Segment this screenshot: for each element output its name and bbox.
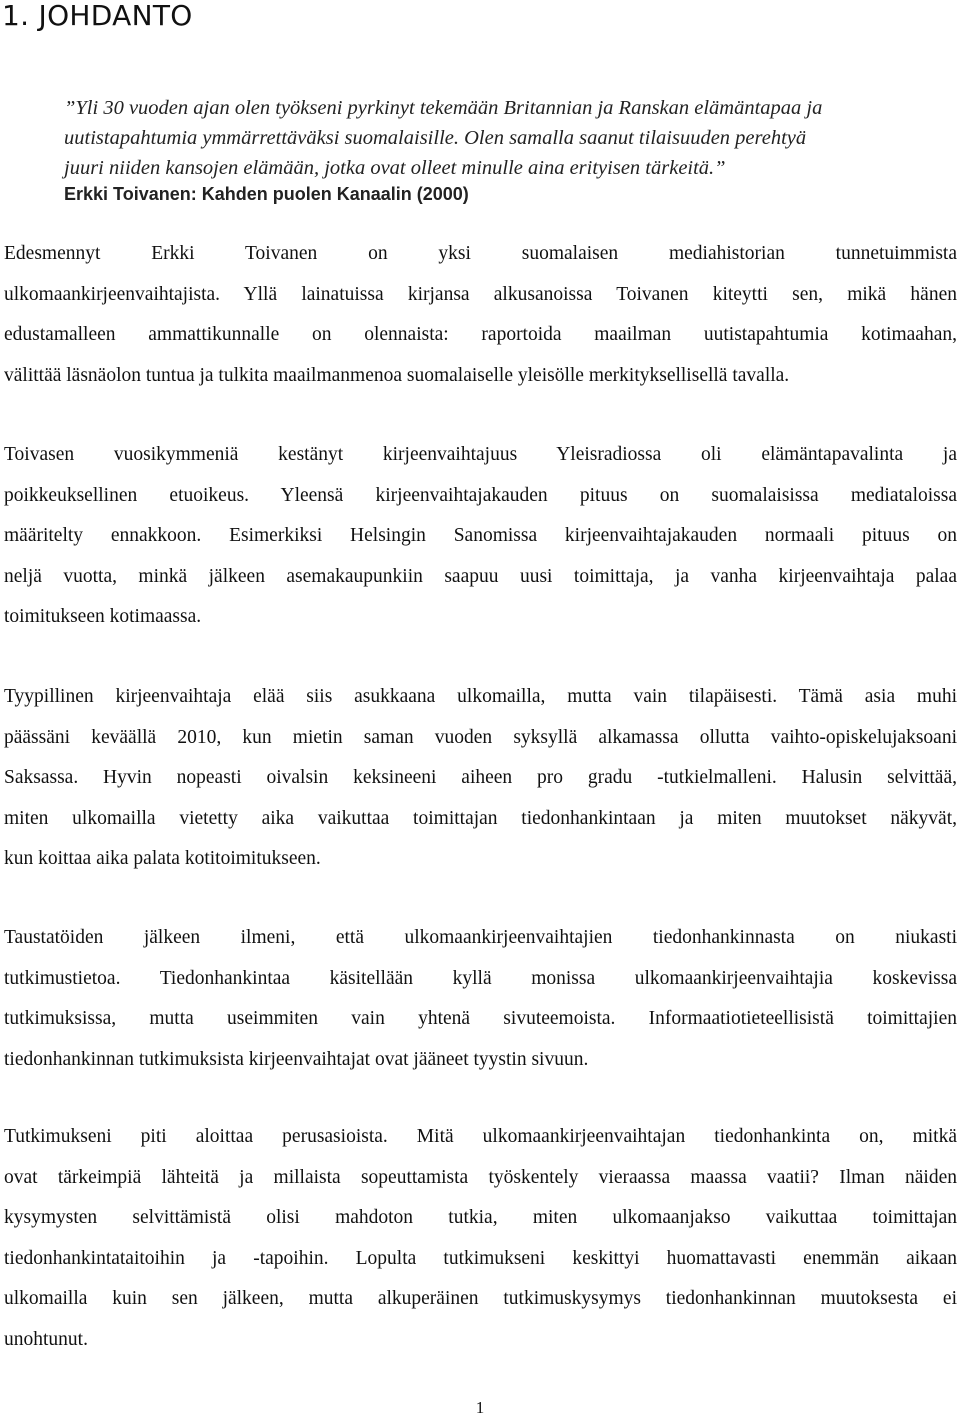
paragraph-line: miten ulkomailla vietetty aika vaikuttaa toimittajan tiedonhankintaan ja miten muutokset näkyvät, [4, 807, 957, 829]
quote-line: uutistapahtumia ymmärrettäväksi suomalaisille. Olen samalla saanut tilaisuuden perehtyä [64, 127, 807, 149]
paragraph-line: ulkomaankirjeenvaihtajista. Yllä lainatuissa kirjansa alkusanoissa Toivanen kiteytti sen, mikä hänen [4, 283, 957, 305]
chapter-heading: 1. JOHDANTO [2, 0, 193, 32]
paragraph-line: määritelty ennakkoon. Esimerkiksi Helsingin Sanomissa kirjeenvaihtajakauden normaali pituus on [4, 525, 957, 546]
quote-line: ”Yli 30 vuoden ajan olen työkseni pyrkinyt tekemään Britannian ja Ranskan elämäntapaa ja [64, 97, 823, 119]
paragraph-line: Edesmennyt Erkki Toivanen on yksi suomalaisen mediahistorian tunnetuimmista [4, 243, 957, 264]
paragraph-line: tutkimuksissa, mutta useimmiten vain yhtenä sivuteemoista. Informaatiotieteellisistä toimittajien [4, 1008, 957, 1029]
paragraph-line: Saksassa. Hyvin nopeasti oivalsin keksineeni aiheen pro gradu -tutkielmalleni. Halusin selvittää, [4, 767, 957, 788]
paragraph-line: poikkeuksellinen etuoikeus. Yleensä kirjeenvaihtajakauden pituus on suomalaisissa mediataloissa [4, 484, 957, 506]
paragraph-5 [4, 1117, 957, 1360]
paragraph-line: Taustatöiden jälkeen ilmeni, että ulkomaankirjeenvaihtajien tiedonhankinnasta on niukasti [4, 927, 957, 948]
paragraph-line: tiedonhankinnan tutkimuksista kirjeenvaihtajat ovat jääneet tyystin sivuun. [4, 1048, 589, 1070]
paragraph-line: ulkomailla kuin sen jälkeen, mutta alkuperäinen tutkimuskysymys tiedonhankinnan muutoksesta ei [4, 1288, 957, 1309]
quote-source: Erkki Toivanen: Kahden puolen Kanaalin (2000) [64, 184, 469, 204]
paragraph-line: tutkimustietoa. Tiedonhankintaa käsitellään kyllä monissa ulkomaankirjeenvaihtajia koskevissa [4, 967, 957, 989]
paragraph-line: neljä vuotta, minkä jälkeen asemakaupunkiin saapuu uusi toimittaja, ja vanha kirjeenvaihtaja palaa [4, 565, 957, 587]
paragraph-1 [4, 234, 957, 396]
paragraph-line: välittää läsnäolon tuntua ja tulkita maailmanmenoa suomalaiselle yleisölle merkityksellisellä tavalla. [4, 364, 790, 386]
paragraph-3 [4, 677, 957, 880]
page-number: 1 [475, 1398, 485, 1417]
paragraph-line: edustamalleen ammattikunnalle on olennaista: raportoida maailman uutistapahtumia kotimaahan, [4, 324, 957, 345]
paragraph-line: tiedonhankintataitoihin ja -tapoihin. Lopulta tutkimukseni keskittyi huomattavasti enemmän aikaan [4, 1247, 957, 1269]
paragraph-line: toimitukseen kotimaassa. [4, 606, 202, 627]
quote-line: juuri niiden kansojen elämään, jotka ovat olleet minulle aina erityisen tärkeitä.” [64, 157, 726, 179]
paragraph-line: päässäni keväällä 2010, kun mietin saman vuoden syksyllä alkamassa ollutta vaihto-opiskelujaksoani [4, 726, 957, 748]
paragraph-line: unohtunut. [4, 1328, 88, 1350]
paragraph-line: Tyypillinen kirjeenvaihtaja elää siis asukkaana ulkomailla, mutta vain tilapäisesti. Tämä asia muhi [4, 686, 957, 707]
paragraph-line: kysymysten selvittämistä olisi mahdoton tutkia, miten ulkomaanjakso vaikuttaa toimittajan [4, 1207, 957, 1228]
epigraph-quote [64, 93, 960, 183]
paragraph-4 [4, 918, 957, 1080]
paragraph-line: kun koittaa aika palata kotitoimitukseen. [4, 848, 321, 869]
paragraph-line: ovat tärkeimpiä lähteitä ja millaista sopeuttamista työskentely vieraassa maassa vaatii? Ilman näiden [4, 1166, 957, 1188]
paragraph-line: Tutkimukseni piti aloittaa perusasioista. Mitä ulkomaankirjeenvaihtajan tiedonhankinta on, mitkä [4, 1126, 957, 1147]
paragraph-line: Toivasen vuosikymmeniä kestänyt kirjeenvaihtajuus Yleisradiossa oli elämäntapavalinta ja [4, 444, 957, 465]
paragraph-2 [4, 435, 957, 638]
